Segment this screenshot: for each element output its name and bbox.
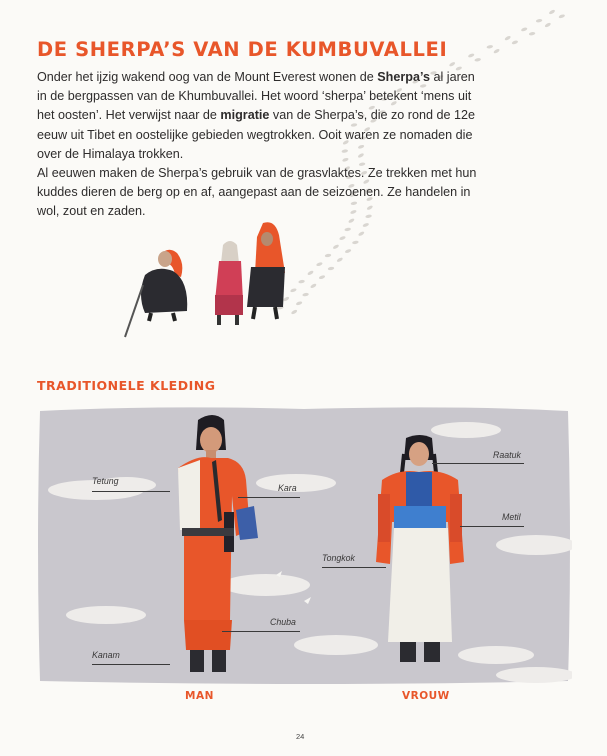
man-walker-figure [247, 222, 285, 319]
intro-text [37, 68, 477, 222]
leader-tongkok [322, 567, 386, 568]
label-kanam: Kanam [92, 650, 120, 660]
page-number: 24 [296, 732, 305, 741]
leader-chuba [222, 631, 300, 632]
woman-figure [370, 432, 470, 687]
footprint [344, 227, 351, 231]
footprint [302, 292, 309, 296]
walking-sherpas-illustration [115, 215, 295, 345]
footprint [328, 266, 335, 270]
footprint [318, 275, 325, 280]
footprint [358, 231, 365, 237]
footprint [468, 53, 475, 58]
footprint [345, 249, 352, 254]
label-chuba: Chuba [270, 617, 296, 627]
label-raatuk: Raatuk [493, 450, 521, 460]
footprint [336, 257, 343, 263]
leader-tetung [92, 491, 170, 492]
footprint [362, 222, 369, 227]
leader-kanam [92, 664, 170, 665]
footprint [296, 301, 303, 306]
section-heading: TRADITIONELE KLEDING [37, 378, 216, 393]
leader-raatuk [432, 463, 524, 464]
clothing-panel-background [36, 405, 572, 685]
label-tongkok: Tongkok [322, 553, 355, 563]
caption-woman: VROUW [402, 690, 450, 702]
footprint [521, 27, 528, 32]
page-title: DE SHERPA’S VAN DE KUMBUVALLEI [37, 38, 448, 61]
footprint [449, 61, 456, 67]
label-metil: Metil [502, 512, 521, 522]
woman-walker-figure [215, 241, 243, 325]
footprint [544, 22, 551, 28]
footprint [352, 240, 359, 244]
footprint [316, 262, 323, 267]
leader-kara [238, 497, 300, 498]
footprint [536, 19, 543, 23]
footprint [307, 270, 314, 276]
footprint [504, 35, 511, 41]
leader-metil [460, 526, 524, 527]
footprint [332, 244, 339, 250]
footprint [493, 48, 500, 54]
footprint [298, 279, 305, 283]
footprint [339, 236, 346, 241]
footprint [511, 40, 518, 45]
footprint [558, 14, 565, 19]
footprint [310, 283, 317, 289]
intro-paragraph-1: Onder het ijzig wakend oog van de Mount Everest wonen de Sherpa’s al jaren in de bergpassen van de Khumbuvallei. Het woord ‘sherpa’ betekent ‘mens uit het oosten’. Het verwijst naar de migratie van de Sherpa’s, die zo rond de 12e eeuw uit Tibet en oostelijke gebieden wegtrokken. Ooit waren ze nomaden die over de Himalaya trokken. [37, 70, 476, 161]
caption-man: MAN [185, 690, 214, 702]
label-tetung: Tetung [92, 476, 119, 486]
label-kara: Kara [278, 483, 297, 493]
term-migratie: migratie [220, 108, 270, 123]
intro-paragraph-2: Al eeuwen maken de Sherpa’s gebruik van de grasvlaktes. Ze trekken met hun kuddes dieren de berg op en af, aangepast aan de seizoenen. Ze handelen in wol, zout en zaden. [37, 166, 477, 219]
footprint [325, 253, 332, 257]
term-sherpas: Sherpa’s [377, 70, 430, 84]
footprint [486, 45, 493, 49]
footprint [548, 9, 555, 15]
man-figure [158, 410, 268, 690]
elder-figure [125, 250, 187, 337]
footprint [529, 32, 536, 36]
footprint [474, 58, 481, 62]
